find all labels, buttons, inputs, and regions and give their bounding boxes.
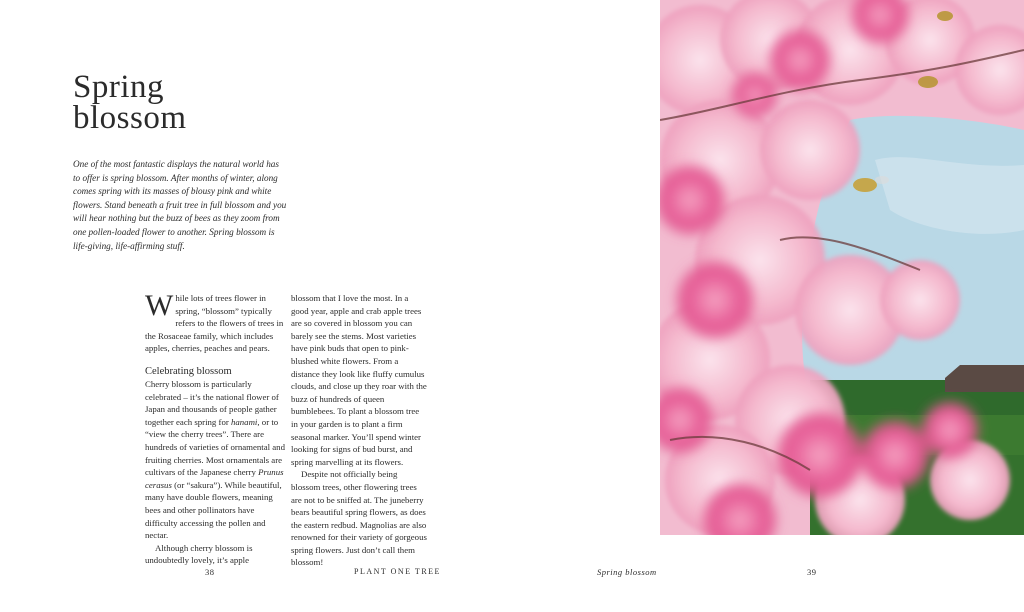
latin-name: Prunus cerasus — [145, 467, 284, 490]
body-paragraph: Although cherry blossom is undoubtedly lovely, it’s apple — [145, 542, 253, 566]
intro-paragraph: One of the most fantastic displays the natural world has to offer is spring blossom. After months of winter, along comes spring with its masses of blousy pink and white flowers. Stand beneath a fruit tree in full blossom and you will hear nothing but the buzz of bees as they zoom from one pollen-loaded flower to another. Spring blossom is life-giving, life-affirming stuff. — [73, 159, 287, 251]
body-paragraph: Despite not officially being blossom trees, other flowering trees are not to be sniffed at. The juneberry bears beautiful spring flowers, as does the eastern redbud. Magnolias are also renowned for their variety of gorgeous spring flowers. Just don’t call them blossom! — [291, 469, 427, 568]
running-section-title: Spring blossom — [597, 567, 657, 577]
body-column-1 — [145, 289, 285, 567]
subheading: Celebrating blossom — [145, 365, 232, 377]
opening-paragraph-text: hile lots of trees flower in spring, “blossom” typically refers to the flowers of trees in the Rosaceae family, which includes apples, cherries, peaches and pears. — [145, 293, 284, 354]
opening-paragraph — [145, 289, 285, 355]
page-number-right: 39 — [807, 567, 817, 577]
body-text: , or to “view the cherry trees”. There are hundreds of varieties of ornamental and fruiting cherries. Most ornamentals are cultivars of the Japanese cherry — [145, 416, 285, 478]
body-text: Cherry blossom is particularly celebrated – it’s the national flower of Japan and thousands of people gather together each spring for — [145, 378, 279, 427]
page-number-left: 38 — [205, 567, 215, 577]
title-line-1: Spring — [73, 69, 165, 105]
cherry-blossom-illustration — [660, 0, 1024, 535]
drop-cap: W — [145, 289, 174, 322]
page-title — [73, 69, 187, 136]
body-text: (or “sakura”). While beautiful, many have double flowers, meaning bees and other pollinators have difficulty accessing the pollen and nectar. — [145, 479, 282, 541]
body-column-2 — [291, 292, 427, 569]
italic-term: hanami — [230, 416, 258, 427]
body-paragraph — [145, 378, 285, 542]
title-line-2: blossom — [73, 100, 187, 136]
right-page — [512, 0, 1024, 612]
body-paragraph: blossom that I love the most. In a good year, apple and crab apple trees are so covered in blossom you can barely see the stems. Most varieties have pink buds that open to pink-blushed white flowers. From a distance they look like fluffy cumulus clouds, and close up they roar with the buzz of hundreds of queen bumblebees. To plant a blossom tree in your garden is to plant a firm seasonal marker. You’ll spend winter looking for signs of bud burst, and spring marvelling at its flowers. — [291, 293, 427, 467]
running-head: PLANT ONE TREE — [354, 567, 441, 576]
